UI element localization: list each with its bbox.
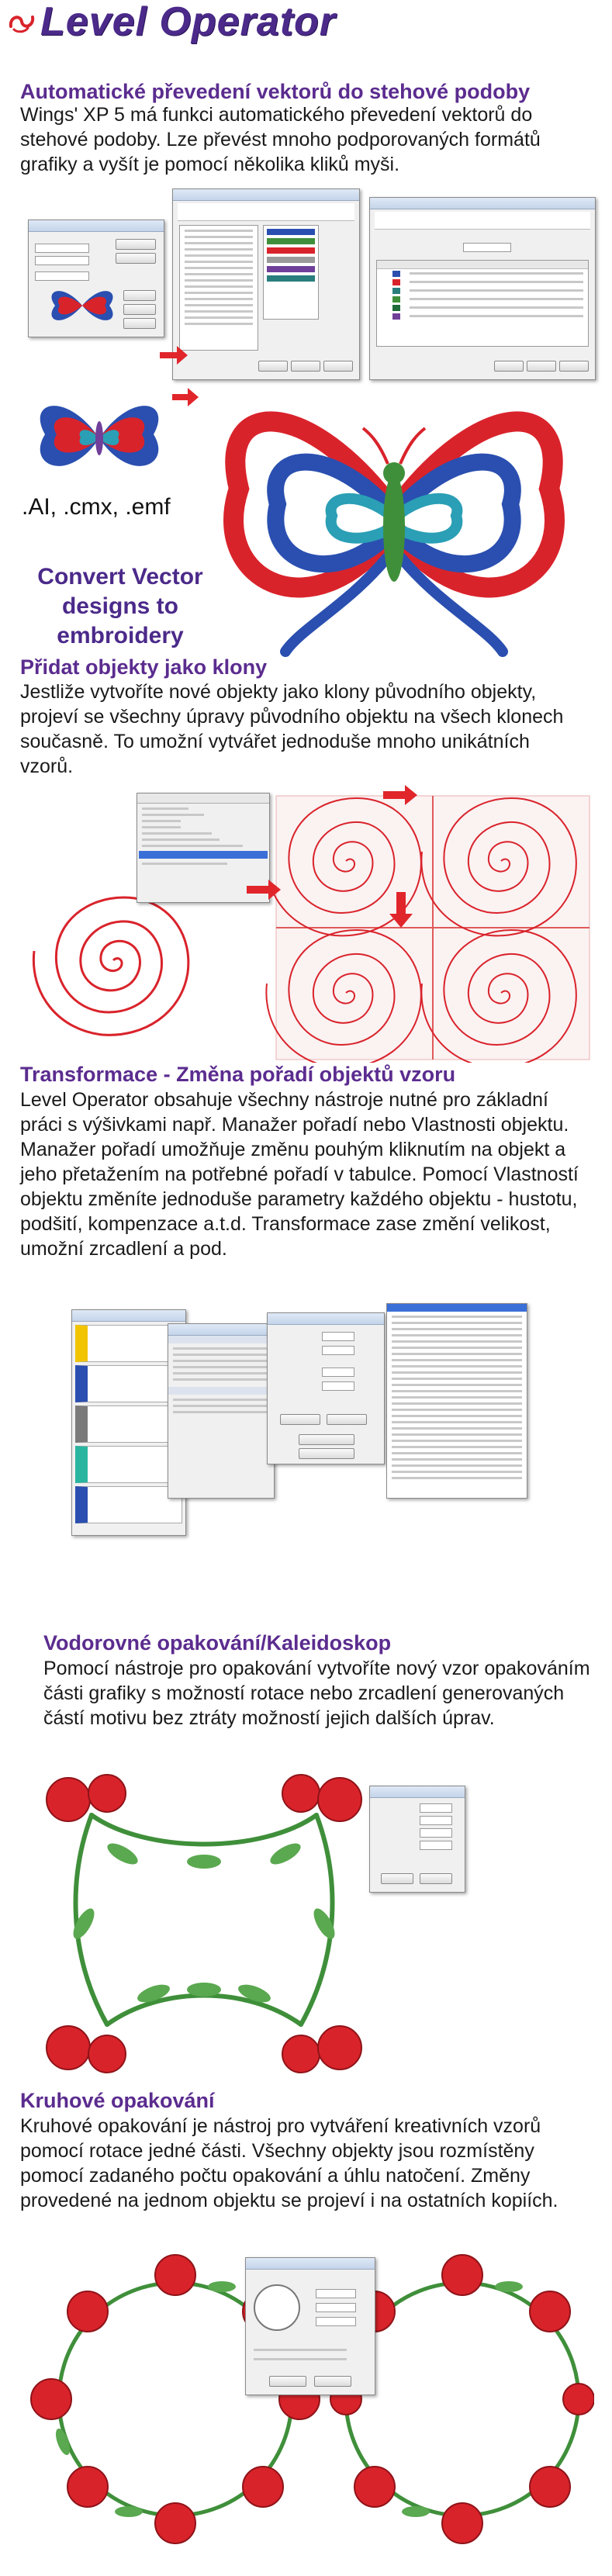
logo-swirl-icon <box>6 6 37 37</box>
section-body: Jestliže vytvoříte nové objekty jako klony původního objekty, projeví se všechny úpravy původního objektu na všech klonech současně. To umožní vytvářet jednoduše mnoho unikátních vzorů. <box>20 681 564 777</box>
color-reduction-dialog-screenshot <box>369 197 596 380</box>
fabric-dialog-screenshot <box>172 188 360 380</box>
vector-formats: .AI, .cmx, .emf <box>22 494 171 520</box>
section-heading: Přidat objekty jako klony <box>20 655 268 679</box>
section-heading: Vodorovné opakování/Kaleidoskop <box>43 1631 392 1655</box>
section-heading: Automatické převedení vektorů do stehové podoby <box>20 80 531 103</box>
section-body: Wings' XP 5 má funkci automatického převedení vektorů do stehové podoby. Lze převést mnoho podporovaných formátů grafiky a vyšít je pomocí několika kliků myši. <box>20 104 541 175</box>
arrow-right-icon <box>247 880 281 900</box>
thread-list-screenshot <box>386 1303 527 1499</box>
repeat-dialog-screenshot <box>369 1786 465 1893</box>
kaleidoscope-roses-artwork <box>22 1769 386 2079</box>
clones-spiral-artwork <box>20 790 594 1063</box>
arrow-right-icon <box>160 346 188 365</box>
new-design-dialog-screenshot <box>28 220 164 337</box>
transform-dialog-screenshot <box>267 1312 385 1464</box>
section-body: Level Operator obsahuje všechny nástroje nutné pro základní práci s výšivkami např. Manažer pořadí nebo Vlastnosti objektu. Manažer pořadí umožňuje změnu pouhým kliknutím na objekt a jeho přetažením na potřebné pořadí v tabulce. Pomocí Vlastností objektu změníte jednoduše parametry každého objektu - hustotu, podšití, kompenzace a.t.d. Transformace zase změní velikost, umožní zrcadlení a pod. <box>20 1089 579 1260</box>
vector-butterfly-artwork <box>22 388 177 489</box>
page-header <box>0 0 612 47</box>
section-body: Pomocí nástroje pro opakování vytvoříte nový vzor opakováním části grafiky s možností rotace nebo zrcadlení generovaných částí motivu bez ztráty možností jejich dalších úprav. <box>43 1658 590 1729</box>
circular-repeat-dialog-screenshot <box>245 2257 375 2395</box>
arrow-right-icon <box>383 785 417 805</box>
embroidered-butterfly-artwork <box>192 380 596 659</box>
section-heading: Transformace - Změna pořadí objektů vzoru <box>20 1063 456 1086</box>
vector-caption-line2: designs to embroidery <box>57 593 184 648</box>
vector-caption-line1: Convert Vector <box>37 564 203 590</box>
page-title: Level Operator <box>40 0 337 44</box>
object-properties-screenshot <box>168 1323 275 1499</box>
section-body: Kruhové opakování je nástroj pro vytváření kreativních vzorů pomocí rotace jedné části. Všechny objekty jsou rozmístěny pomocí zadaného počtu opakování a úhlu natočení. Změny provedené na jednom objektu se projeví i na ostatních kopiích. <box>20 2115 558 2211</box>
arrow-down-icon <box>389 892 413 928</box>
section-heading: Kruhové opakování <box>20 2089 215 2112</box>
